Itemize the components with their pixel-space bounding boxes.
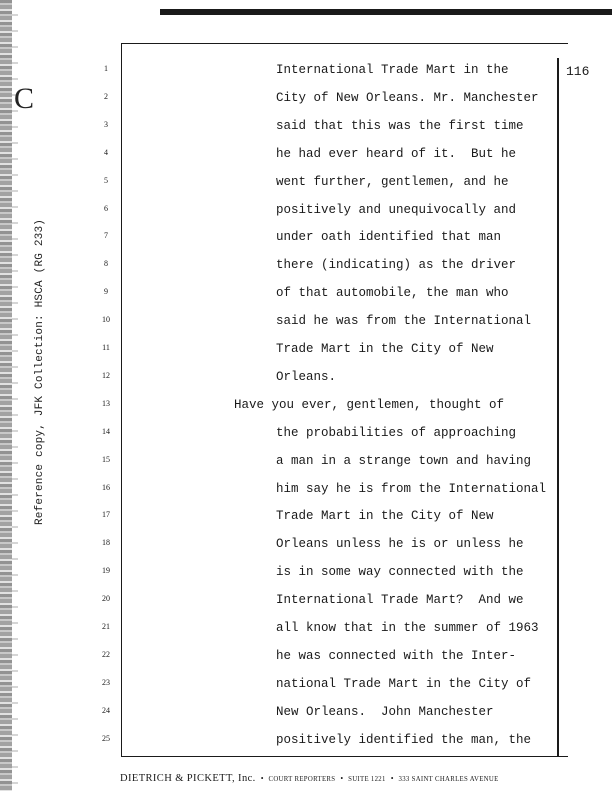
reporter-footer (120, 768, 560, 786)
footer-item: SUITE 1221 (348, 776, 386, 783)
transcript-line: Have you ever, gentlemen, thought of (234, 397, 505, 412)
line-number: 19 (102, 566, 110, 576)
line-number: 22 (102, 649, 110, 659)
line-number: 6 (104, 203, 108, 213)
transcript-line: New Orleans. John Manchester (276, 704, 494, 719)
transcript-line: under oath identified that man (276, 230, 502, 245)
line-number: 21 (102, 622, 110, 631)
line-number: 24 (102, 705, 110, 715)
transcript-line: he was connected with the Inter- (276, 648, 517, 663)
transcript-line: all know that in the summer of 1963 (276, 621, 539, 635)
transcript-line: positively identified the man, the (276, 732, 532, 747)
line-number: 2 (104, 91, 108, 101)
line-number: 20 (102, 594, 110, 604)
transcript-line: International Trade Mart in the (276, 63, 509, 77)
footer-separator: • (390, 774, 394, 783)
line-number: 25 (102, 733, 110, 743)
footer-separator: • (260, 774, 264, 783)
line-number: 10 (102, 315, 110, 325)
transcript-line: Orleans. (276, 369, 337, 384)
transcript-line: Trade Mart in the City of New (276, 342, 494, 356)
scan-edge-artifact (0, 0, 12, 791)
line-number: 12 (102, 370, 110, 380)
transcript-line: Orleans unless he is or unless he (276, 537, 524, 552)
transcript-line: said that this was the first time (276, 118, 524, 133)
transcript-line: Trade Mart in the City of New (276, 509, 494, 524)
transcript-line: the probabilities of approaching (276, 425, 517, 440)
line-number: 4 (104, 147, 108, 157)
line-number: 9 (104, 287, 108, 297)
margin-mark: C (14, 82, 35, 115)
transcript-line: went further, gentlemen, and he (276, 174, 509, 189)
line-number: 16 (102, 482, 110, 492)
transcript-line: said he was from the International (276, 314, 532, 329)
line-number: 5 (104, 175, 108, 185)
transcript-line: positively and unequivocally and (276, 202, 517, 217)
transcript-line: national Trade Mart in the City of (276, 676, 532, 691)
line-number: 11 (102, 343, 110, 352)
line-number: 23 (102, 677, 110, 687)
line-number: 8 (104, 259, 108, 269)
line-number: 1 (104, 64, 108, 73)
transcript-line: he had ever heard of it. But he (276, 146, 517, 161)
reporter-firm: DIETRICH & PICKETT, Inc. (120, 773, 256, 784)
line-number: 18 (102, 538, 110, 548)
transcript-line: there (indicating) as the driver (276, 258, 517, 273)
line-number: 17 (102, 510, 110, 520)
transcript-line: International Trade Mart? And we (276, 593, 524, 608)
transcript-line: City of New Orleans. Mr. Manchester (276, 90, 539, 105)
line-number: 14 (102, 426, 110, 436)
page-number: 116 (566, 64, 590, 79)
top-rule (160, 9, 612, 15)
footer-separator: • (340, 774, 344, 783)
transcript-line: is in some way connected with the (276, 565, 524, 580)
footer-item: 333 SAINT CHARLES AVENUE (398, 776, 499, 783)
line-number: 13 (102, 398, 110, 408)
reference-stamp: Reference copy, JFK Collection: HSCA (RG 233) (34, 218, 46, 525)
line-number: 7 (104, 231, 108, 241)
transcript-line: him say he is from the International (276, 481, 547, 496)
transcript-line: a man in a strange town and having (276, 453, 532, 468)
transcript-line: of that automobile, the man who (276, 286, 509, 301)
footer-item: COURT REPORTERS (268, 776, 336, 783)
line-number: 15 (102, 454, 110, 464)
scan-edge-artifact-secondary (12, 0, 18, 791)
right-margin-rule (557, 58, 559, 757)
line-number: 3 (104, 119, 108, 129)
